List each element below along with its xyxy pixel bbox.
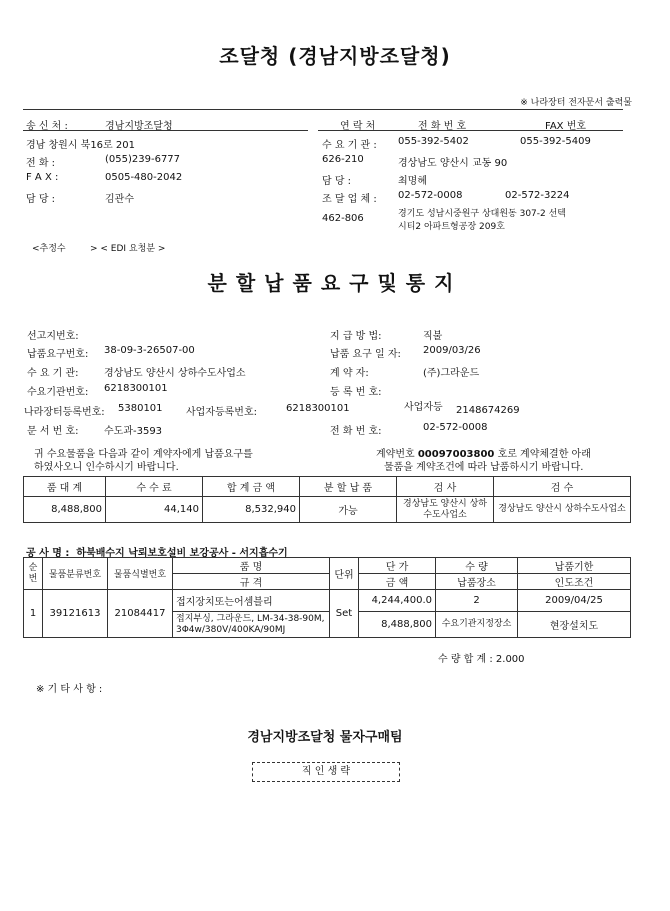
sender-person: 김관수 — [105, 194, 134, 205]
request-no-label: 납품요구번호: — [27, 349, 89, 360]
col-name: 품 명 — [173, 558, 330, 574]
request-date-label: 납품 요구 일 자: — [330, 349, 401, 360]
pay-method: 직불 — [423, 331, 443, 342]
col-price: 단 가 — [359, 558, 436, 574]
col-id-no: 물품식별번호 — [108, 558, 173, 590]
summary-value-row — [24, 497, 631, 523]
notice-left-line2: 하였사오니 인수하시기 바랍니다. — [34, 462, 179, 473]
col-amount: 금 액 — [359, 574, 436, 590]
notice-left-line1: 귀 수요물품을 다음과 같이 계약자에게 납품요구를 — [34, 449, 253, 460]
phone-header: 전 화 번 호 — [418, 121, 467, 132]
items-table — [23, 557, 631, 638]
summary-header: 합 계 금 액 — [203, 477, 300, 497]
demand-code-label: 수요기관번호: — [27, 387, 89, 398]
phone-label: 전 화 번 호: — [330, 426, 382, 437]
sender-fax-label: F A X : — [26, 172, 59, 183]
remarks-label: ※ 기 타 사 항 : — [36, 684, 103, 695]
request-no: 38-09-3-26507-00 — [104, 345, 195, 356]
notice-no-label: 선고지번호: — [27, 331, 79, 342]
contract-no: 00097003800 — [417, 449, 495, 460]
biz-reg-label: 사업자등록번호: — [186, 407, 257, 418]
demand-phone: 055-392-5402 — [398, 136, 469, 147]
sender-tel-label: 전 화 : — [26, 158, 56, 169]
supplier-zip: 462-806 — [322, 213, 364, 224]
project-name: 하북배수지 낙뢰보호설비 보강공사 - 서지흡수기 — [76, 548, 288, 559]
row-cond: 현장설치도 — [518, 612, 631, 638]
summary-header: 분 할 납 품 — [300, 477, 397, 497]
items-header-row-1 — [24, 558, 631, 574]
supplier-phone: 02-572-0008 — [398, 190, 463, 201]
summary-table — [23, 476, 631, 523]
inspection-org: 경상남도 양산시 상하수도사업소 — [397, 497, 494, 523]
notice-right-line2: 물품을 계약조건에 따라 납품하시기 바랍니다. — [384, 462, 584, 473]
col-class-no: 물품분류번호 — [43, 558, 108, 590]
phone: 02-572-0008 — [423, 422, 488, 433]
supplier-label: 조 달 업 체 : — [322, 194, 377, 205]
row-spec: 접지부싱, 그라운드, LM-34-38-90M, 3Φ4w/380V/400KA/90MJ — [173, 612, 330, 638]
demand-fax: 055-392-5409 — [520, 136, 591, 147]
supplier-address-line2: 시티2 아파트형공장 209호 — [398, 222, 505, 232]
biz-no: 2148674269 — [456, 405, 520, 416]
nara-reg: 5380101 — [118, 403, 163, 414]
col-no: 순번 — [24, 558, 43, 590]
col-place: 납품장소 — [436, 574, 518, 590]
row-no: 1 — [24, 590, 43, 638]
row-amount: 8,488,800 — [359, 612, 436, 638]
fee: 44,140 — [106, 497, 203, 523]
divider — [318, 130, 623, 131]
grand-total: 8,532,940 — [203, 497, 300, 523]
contractor-label: 계 약 자: — [330, 368, 369, 379]
row-place: 수요기관지정장소 — [436, 612, 518, 638]
receiver: <추정수 — [32, 244, 66, 254]
reg-no-label: 등 록 번 호: — [330, 387, 382, 398]
notice-right-text: 호로 계약체결한 아래 — [497, 449, 591, 460]
demand-label: 수 요 기 관 : — [322, 140, 377, 151]
fax-header: FAX 번호 — [545, 121, 587, 132]
pay-method-label: 지 급 방 법: — [330, 331, 382, 342]
sender-address: 경남 창원시 북16로 201 — [26, 140, 135, 151]
edi-note: > < EDI 요청분 > — [90, 244, 166, 254]
sender-person-label: 담 당 : — [26, 194, 56, 205]
contractor: (주)그라운드 — [423, 368, 480, 379]
col-due: 납품기한 — [518, 558, 631, 574]
row-id-no: 21084417 — [108, 590, 173, 638]
demand-org-label: 수 요 기 관: — [27, 368, 79, 379]
contract-prefix: 계약번호 — [376, 449, 415, 460]
summary-header: 검 사 — [397, 477, 494, 497]
sender-fax: 0505-480-2042 — [105, 172, 183, 183]
document-title: 조달청 (경남지방조달청) — [219, 44, 451, 68]
demand-code: 6218300101 — [104, 383, 168, 394]
biz-reg: 6218300101 — [286, 403, 350, 414]
total-quantity: 수 량 합 계 : 2.000 — [438, 654, 525, 665]
project-label: 공 사 명 : — [26, 548, 70, 559]
seal-text: 직 인 생 략 — [301, 766, 351, 777]
supplier-fax: 02-572-3224 — [505, 190, 570, 201]
summary-header-row — [24, 477, 631, 497]
biz-label: 사업자등 — [404, 402, 443, 413]
doc-no-label: 문 서 번 호: — [27, 426, 79, 437]
summary-header: 수 수 료 — [106, 477, 203, 497]
issuing-team: 경남지방조달청 물자구매팀 — [247, 730, 403, 745]
col-qty: 수 량 — [436, 558, 518, 574]
demand-person-label: 담 당 : — [322, 176, 352, 187]
col-unit: 단위 — [330, 558, 359, 590]
col-spec: 규 격 — [173, 574, 330, 590]
demand-person: 최명혜 — [398, 176, 427, 187]
request-date: 2009/03/26 — [423, 345, 481, 356]
doc-no: 수도과-3593 — [104, 426, 163, 437]
divider — [23, 130, 308, 131]
supplier-address-line1: 경기도 성남시중원구 상대원동 307-2 선텍 — [398, 209, 567, 219]
sender-label: 송 신 처 : — [26, 121, 68, 132]
row-unit: Set — [330, 590, 359, 638]
row-name: 접지장치또는어셈블리 — [173, 590, 330, 612]
row-qty: 2 — [436, 590, 518, 612]
acceptance-org: 경상남도 양산시 상하수도사업소 — [494, 497, 631, 523]
printout-note: ※ 나라장터 전자문서 출력물 — [520, 98, 632, 108]
goods-total: 8,488,800 — [24, 497, 106, 523]
demand-org: 경상남도 양산시 상하수도사업소 — [104, 368, 246, 379]
request-title: 분할납품요구및통지 — [207, 271, 463, 295]
row-due: 2009/04/25 — [518, 590, 631, 612]
nara-reg-label: 나라장터등록번호: — [24, 407, 105, 418]
split-delivery: 가능 — [300, 497, 397, 523]
seal-omitted — [252, 762, 400, 782]
demand-address: 경상남도 양산시 교동 90 — [398, 158, 508, 169]
row-class-no: 39121613 — [43, 590, 108, 638]
table-row — [24, 590, 631, 612]
divider — [23, 109, 623, 110]
summary-header: 검 수 — [494, 477, 631, 497]
row-price: 4,244,400.0 — [359, 590, 436, 612]
demand-zip: 626-210 — [322, 154, 364, 165]
contact-header: 연 락 처 — [340, 121, 376, 132]
summary-header: 품 대 계 — [24, 477, 106, 497]
col-cond: 인도조건 — [518, 574, 631, 590]
sender-name: 경남지방조달청 — [105, 121, 173, 132]
sender-tel: (055)239-6777 — [105, 154, 181, 165]
